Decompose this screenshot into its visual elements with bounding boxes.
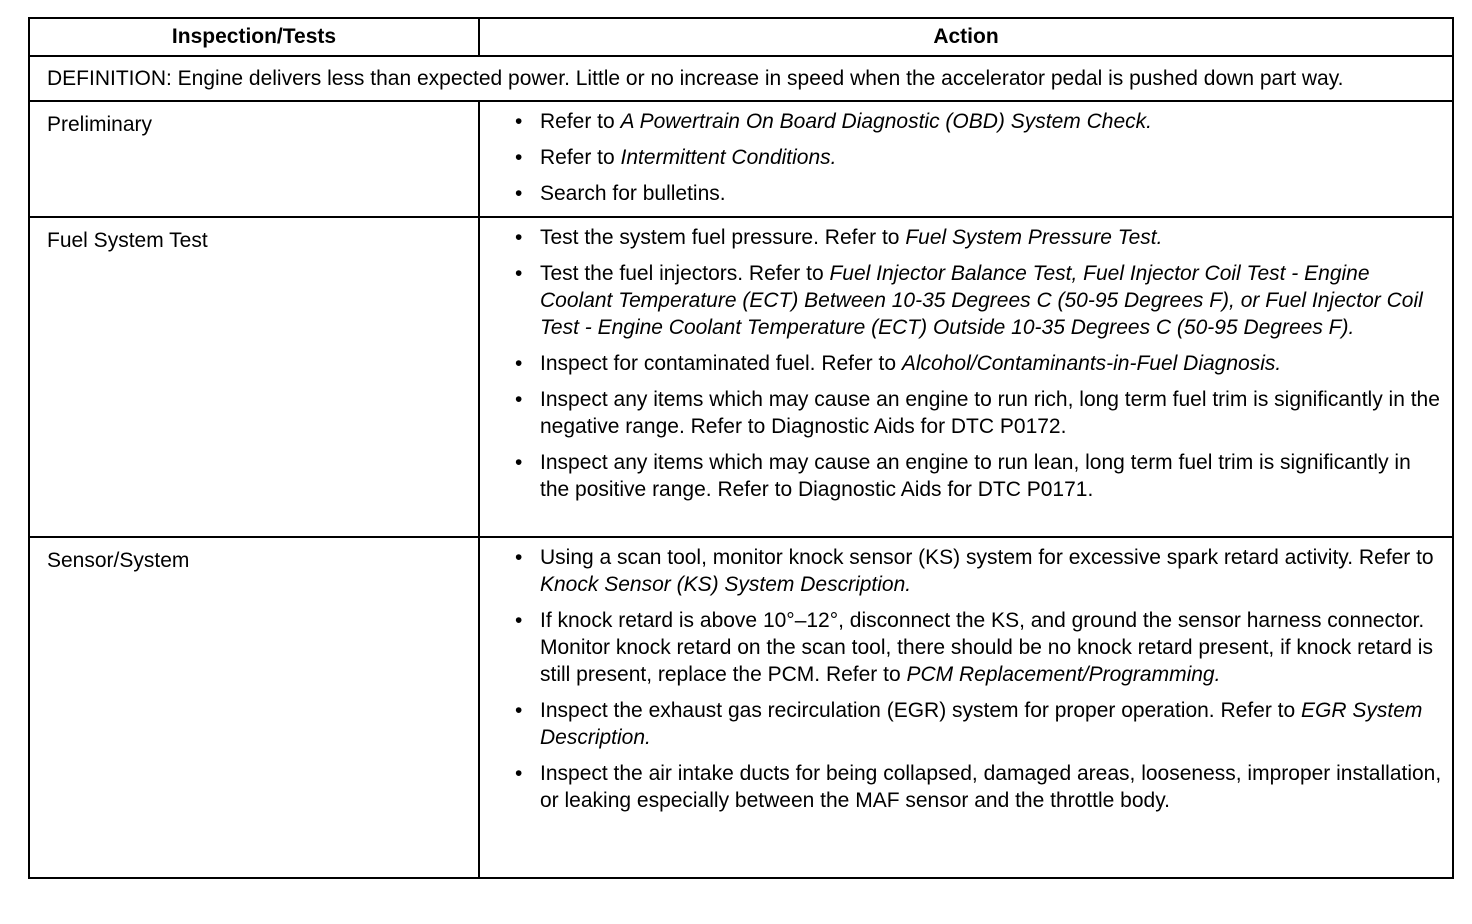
action-cell [479, 537, 1453, 878]
list-item [480, 607, 1442, 688]
bullet-icon: • [515, 762, 523, 785]
bullet-icon: • [515, 388, 523, 411]
definition-text: DEFINITION: Engine delivers less than expected power. Little or no increase in speed when the accelerator pedal is pushed down part way. [29, 56, 1453, 101]
bullet-icon: • [515, 182, 523, 205]
bullet-icon: • [515, 699, 523, 722]
item-reference: Intermittent Conditions. [620, 146, 837, 169]
definition-row [29, 56, 1453, 101]
list-item [480, 449, 1442, 503]
bullet-icon: • [515, 226, 523, 249]
list-item [480, 144, 1442, 171]
bullet-icon: • [515, 546, 523, 569]
item-text: Search for bulletins. [540, 182, 726, 205]
action-list [480, 108, 1442, 207]
action-cell [479, 101, 1453, 217]
item-text: Inspect the exhaust gas recirculation (EGR) system for proper operation. Refer to [540, 699, 1302, 722]
item-text: Test the system fuel pressure. Refer to [540, 226, 906, 249]
header-row [29, 18, 1453, 56]
bullet-icon: • [515, 110, 523, 133]
list-item [480, 224, 1442, 251]
item-text: Refer to [540, 146, 621, 169]
item-text: Inspect for contaminated fuel. Refer to [540, 352, 902, 375]
item-reference: PCM Replacement/Programming. [906, 663, 1221, 686]
item-reference: Fuel Injector Balance Test, Fuel Injector Coil Test - Engine Coolant Temperature (ECT) Between 10-35 Degrees C (50-95 Degrees F), or Fuel Injector Coil Test - Engine Coolant Temperature (ECT) Outside 10-35 Degrees C (50-95 Degrees F). [540, 262, 1423, 339]
bullet-icon: • [515, 146, 523, 169]
item-text: Test the fuel injectors. Refer to [540, 262, 830, 285]
list-item [480, 386, 1442, 440]
bullet-icon: • [515, 262, 523, 285]
list-item [480, 544, 1442, 598]
diagnostic-table [28, 17, 1454, 879]
table-row [29, 217, 1453, 537]
row-label-fuel-system-test: Fuel System Test [29, 217, 479, 537]
item-reference: EGR System Description. [540, 699, 1423, 749]
bullet-icon: • [515, 352, 523, 375]
item-text: Refer to [540, 110, 621, 133]
list-item [480, 180, 1442, 207]
bullet-icon: • [515, 451, 523, 474]
item-reference: A Powertrain On Board Diagnostic (OBD) System Check. [620, 110, 1152, 133]
item-text: If knock retard is above 10°–12°, disconnect the KS, and ground the sensor harness connector. Monitor knock retard on the scan tool, there should be no knock retard present, if knock retard is still present, replace the PCM. Refer to [540, 609, 1433, 686]
item-reference: Alcohol/Contaminants-in-Fuel Diagnosis. [901, 352, 1282, 375]
bullet-icon: • [515, 609, 523, 632]
table-row [29, 537, 1453, 878]
list-item [480, 697, 1442, 751]
row-label-preliminary: Preliminary [29, 101, 479, 217]
action-cell [479, 217, 1453, 537]
table-row [29, 101, 1453, 217]
item-text: Using a scan tool, monitor knock sensor (KS) system for excessive spark retard activity. Refer to [540, 546, 1434, 569]
item-text: Inspect the air intake ducts for being collapsed, damaged areas, looseness, improper installation, or leaking especially between the MAF sensor and the throttle body. [540, 762, 1442, 812]
list-item [480, 108, 1442, 135]
list-item [480, 350, 1442, 377]
item-reference: Knock Sensor (KS) System Description. [540, 573, 912, 596]
item-text: Inspect any items which may cause an engine to run lean, long term fuel trim is significantly in the positive range. Refer to Diagnostic Aids for DTC P0171. [540, 451, 1411, 501]
item-text: Inspect any items which may cause an engine to run rich, long term fuel trim is significantly in the negative range. Refer to Diagnostic Aids for DTC P0172. [540, 388, 1440, 438]
header-inspection-tests: Inspection/Tests [29, 18, 479, 56]
list-item [480, 260, 1442, 341]
action-list [480, 544, 1442, 814]
item-reference: Fuel System Pressure Test. [905, 226, 1163, 249]
list-item [480, 760, 1442, 814]
action-list [480, 224, 1442, 503]
header-action: Action [479, 18, 1453, 56]
row-label-sensor-system: Sensor/System [29, 537, 479, 878]
